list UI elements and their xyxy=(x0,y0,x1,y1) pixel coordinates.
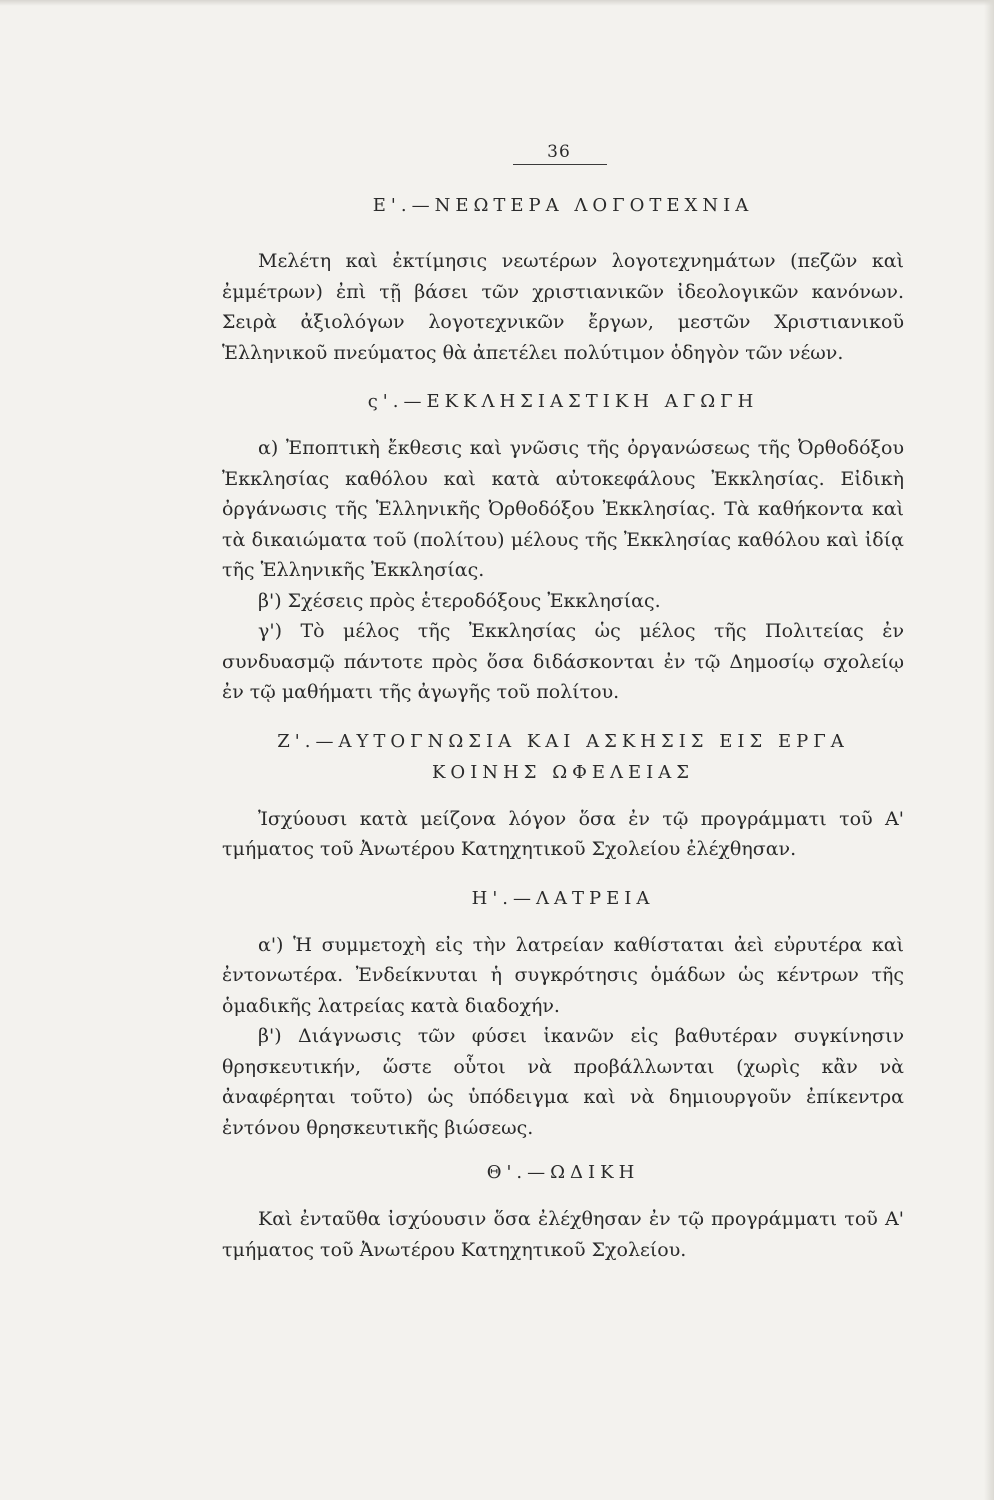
section-z-heading xyxy=(222,726,904,788)
page-content xyxy=(222,190,904,1265)
section-e-heading: Ε'.—ΝΕΩΤΕΡΑ ΛΟΓΟΤΕΧΝΙΑ xyxy=(372,195,754,216)
section-st-paragraph-a: α) Ἐποπτικὴ ἔκθεσις καὶ γνῶσις τῆς ὀργανώσεως τῆς Ὀρθοδόξου Ἐκκλησίας καθόλου καὶ κατὰ αὐτοκεφάλους Ἐκκλησίας. Εἰδικὴ ὀργάνωσις τῆς Ἑλληνικῆς Ὀρθοδόξου Ἐκκλησίας. Τὰ καθήκοντα καὶ τὰ δικαιώματα τοῦ (πολίτου) μέλους τῆς Ἐκκλησίας καθόλου καὶ ἰδίᾳ τῆς Ἑλληνικῆς Ἐκκλησίας. xyxy=(222,437,904,581)
scan-edge-top xyxy=(0,0,994,6)
section-i-paragraph-a: α') Ἡ συμμετοχὴ εἰς τὴν λατρείαν καθίσταται ἀεὶ εὐρυτέρα καὶ ἐντονωτέρα. Ἐνδείκνυται ἡ συγκρότησις ὁμάδων ὡς κέντρων τῆς ὁμαδικῆς λατρείας κατὰ διαδοχήν. xyxy=(222,933,904,1017)
scan-edge-right xyxy=(984,0,994,1500)
section-i-heading: Η'.—ΛΑΤΡΕΙΑ xyxy=(471,887,655,909)
section-th-heading: Θ'.—ΩΔΙΚΗ xyxy=(486,1162,640,1183)
section-e-paragraph: Μελέτη καὶ ἐκτίμησις νεωτέρων λογοτεχνημάτων (πεζῶν καὶ ἐμμέτρων) ἐπὶ τῇ βάσει τῶν χριστιανικῶν ἰδεολογικῶν κανόνων. Σειρὰ ἀξιολόγων λογοτεχνικῶν ἔργων, μεστῶν Χριστιανικοῦ Ἑλληνικοῦ πνεύματος θὰ ἀπετέλει πολύτιμον ὁδηγὸν τῶν νέων. xyxy=(222,250,904,364)
section-i-paragraph-b: β') Διάγνωσις τῶν φύσει ἱκανῶν εἰς βαθυτέραν συγκίνησιν θρησκευτικήν, ὥστε οὗτοι νὰ προβάλλωνται (χωρὶς κἂν νὰ ἀναφέρηται τοῦτο) ὡς ὑπόδειγμα καὶ νὰ δημιουργοῦν ἐπίκεντρα ἐντόνου θρησκευτικῆς βιώσεως. xyxy=(222,1025,904,1139)
page-number: 36 xyxy=(547,142,571,162)
section-th-paragraph: Καὶ ἐνταῦθα ἰσχύουσιν ὅσα ἐλέχθησαν ἐν τῷ προγράμματι τοῦ Α' τμήματος τοῦ Ἀνωτέρου Κατηχητικοῦ Σχολείου. xyxy=(222,1208,904,1261)
section-st-paragraph-b: β') Σχέσεις πρὸς ἑτεροδόξους Ἐκκλησίας. xyxy=(258,589,661,612)
page-number-rule xyxy=(513,164,607,165)
section-z-heading-line2: ΚΟΙΝΗΣ ΩΦΕΛΕΙΑΣ xyxy=(431,761,694,783)
section-st-heading: ς'.—ΕΚΚΛΗΣΙΑΣΤΙΚΗ ΑΓΩΓΗ xyxy=(367,391,759,412)
section-z-paragraph: Ἰσχύουσι κατὰ μείζονα λόγον ὅσα ἐν τῷ προγράμματι τοῦ Α' τμήματος τοῦ Ἀνωτέρου Κατηχητικοῦ Σχολείου ἐλέχθησαν. xyxy=(222,807,904,860)
section-st-paragraph-c: γ') Τὸ μέλος τῆς Ἐκκλησίας ὡς μέλος τῆς Πολιτείας ἐν συνδυασμῷ πάντοτε πρὸς ὅσα διδάσκονται ἐν τῷ Δημοσίῳ σχολείῳ ἐν τῷ μαθήματι τῆς ἀγωγῆς τοῦ πολίτου. xyxy=(222,620,904,703)
section-z-heading-line1: Ζ'.—ΑΥΤΟΓΝΩΣΙΑ ΚΑΙ ΑΣΚΗΣΙΣ ΕΙΣ ΕΡΓΑ xyxy=(277,730,849,752)
